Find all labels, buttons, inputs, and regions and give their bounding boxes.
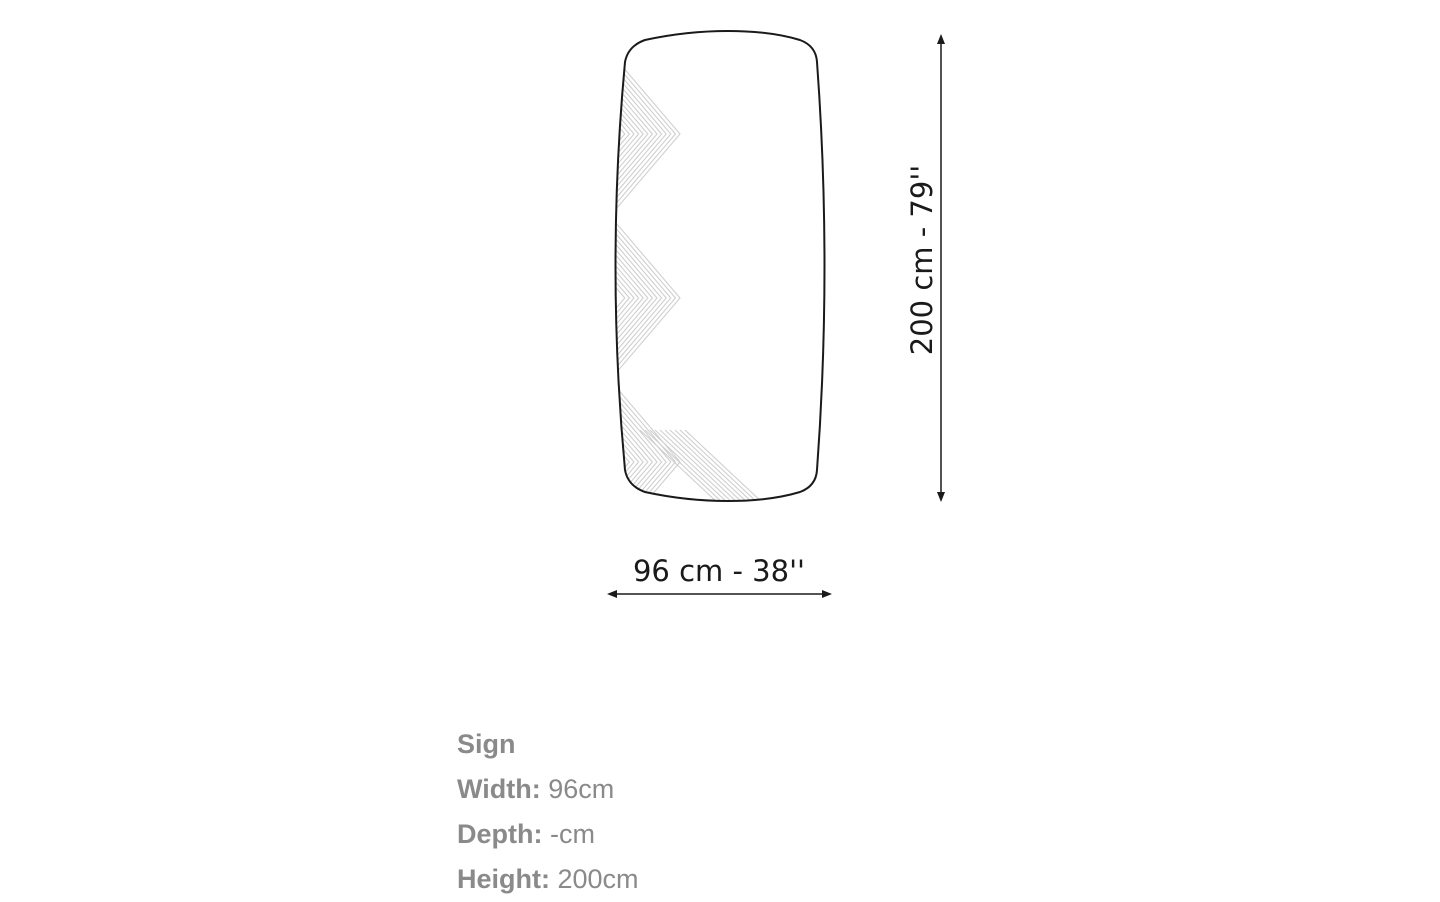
zigzag-line <box>645 0 705 30</box>
zigzag-pattern <box>555 0 765 708</box>
spec-depth-label: Depth: <box>457 819 543 849</box>
zigzag-line <box>675 430 755 505</box>
zigzag-line <box>670 0 730 30</box>
zigzag-line <box>605 0 675 708</box>
width-dimension-arrow <box>607 590 832 598</box>
spec-height <box>457 857 1057 902</box>
zigzag-line <box>655 430 735 505</box>
spec-width-label: Width: <box>457 774 541 804</box>
mirror-outline <box>616 31 825 501</box>
zigzag-line <box>660 430 740 505</box>
height-dimension-label: 200 cm - 79'' <box>905 164 939 356</box>
zigzag-line <box>655 0 715 30</box>
zigzag-line <box>685 0 745 30</box>
zigzag-line <box>650 0 710 30</box>
spec-depth-value: -cm <box>550 819 595 849</box>
spec-height-label: Height: <box>457 864 550 894</box>
zigzag-line <box>660 0 720 30</box>
spec-width-value: 96cm <box>548 774 615 804</box>
zigzag-line <box>665 0 725 30</box>
zigzag-line <box>680 0 740 30</box>
product-specs <box>457 722 1057 902</box>
spec-width <box>457 767 1057 812</box>
zigzag-line <box>670 430 750 505</box>
zigzag-line <box>675 0 735 30</box>
width-dimension-label: 96 cm - 38'' <box>632 554 806 588</box>
spec-depth <box>457 812 1057 857</box>
zigzag-line <box>665 430 745 505</box>
zigzag-line <box>680 430 760 505</box>
zigzag-line <box>685 430 765 505</box>
zigzag-line <box>601 0 671 708</box>
zigzag-line <box>555 0 625 708</box>
product-name: Sign <box>457 729 516 759</box>
zigzag-line <box>640 0 700 30</box>
spec-height-value: 200cm <box>557 864 639 894</box>
